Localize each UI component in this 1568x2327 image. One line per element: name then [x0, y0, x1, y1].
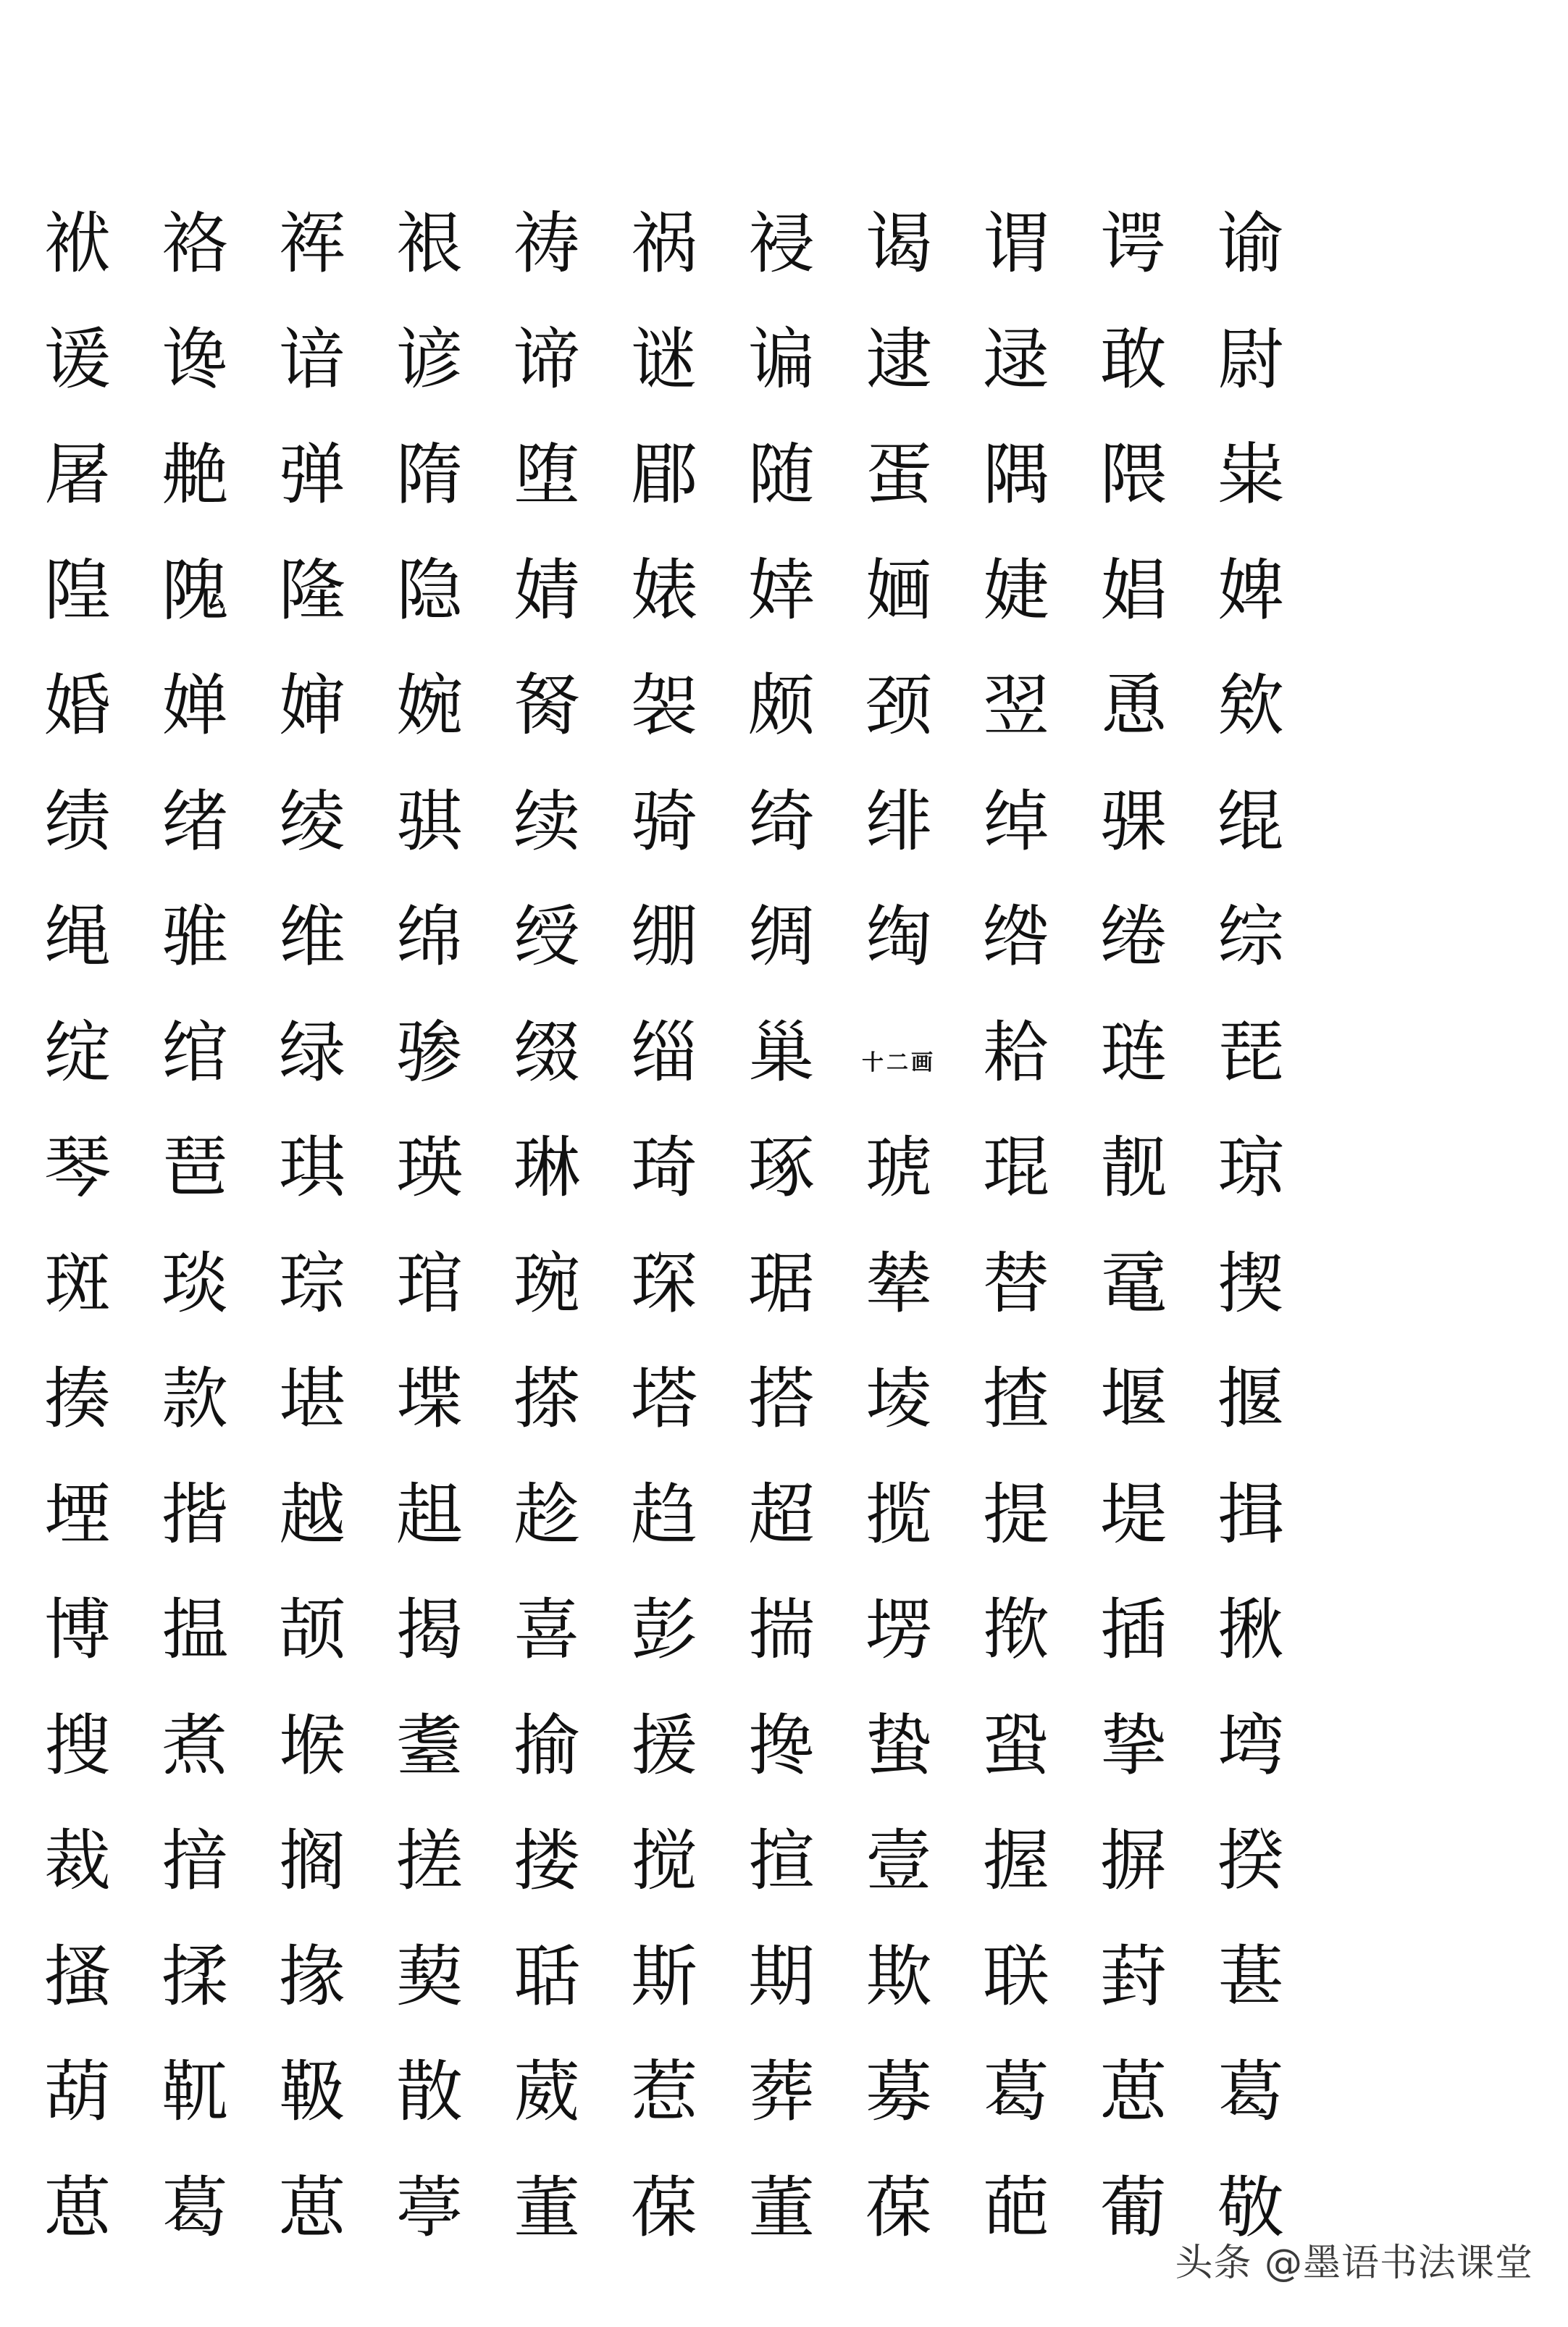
character-cell: 葳: [513, 2053, 580, 2131]
character-row: [0, 995, 1376, 1111]
character-cell: 葩: [982, 2169, 1049, 2247]
character-cell: 谖: [43, 321, 111, 398]
character-cell: 绪: [161, 783, 228, 860]
character-cell: 搁: [278, 1822, 345, 1900]
character-cell: 塔: [630, 1360, 697, 1438]
character-cell: 揳: [1217, 1245, 1284, 1322]
character-cell: 琼: [1217, 1129, 1284, 1207]
character-cell: 董: [747, 2169, 815, 2247]
character-cell: 彭: [630, 1591, 697, 1669]
character-cell: 隆: [278, 552, 345, 629]
character-cell: 敢: [1099, 321, 1167, 398]
character-row: [0, 533, 1376, 649]
character-row: [0, 1457, 1376, 1573]
character-cell: 弹: [278, 436, 345, 513]
character-cell: 琯: [395, 1245, 463, 1322]
character-cell: 搓: [395, 1822, 463, 1900]
character-cell: 堞: [395, 1360, 463, 1438]
character-row: [0, 186, 1376, 302]
character-cell: 裈: [278, 205, 345, 282]
character-cell: 谝: [747, 321, 815, 398]
character-cell: 散: [395, 2053, 463, 2131]
character-cell: 琬: [513, 1245, 580, 1322]
character-cell: 塄: [865, 1591, 932, 1669]
character-cell: 绿: [278, 1014, 345, 1091]
character-cell: 越: [278, 1476, 345, 1554]
character-cell: 欺: [865, 1938, 932, 2016]
character-cell: 琦: [630, 1129, 697, 1207]
character-row: [0, 648, 1376, 764]
character-cell: 谜: [630, 321, 697, 398]
character-row: [0, 1919, 1376, 2035]
character-cell: 搅: [630, 1822, 697, 1900]
character-cell: 续: [513, 783, 580, 860]
character-cell: 绰: [982, 783, 1049, 860]
character-cell: 葑: [1099, 1938, 1167, 2016]
character-cell: 超: [747, 1476, 815, 1554]
character-cell: 绾: [161, 1014, 228, 1091]
character-cell: 婵: [161, 667, 228, 745]
character-cell: 翌: [982, 667, 1049, 745]
character-cell: 逮: [865, 321, 932, 398]
character-row: [0, 1572, 1376, 1688]
character-cell: 斑: [43, 1245, 111, 1322]
character-cell: 塆: [1217, 1707, 1284, 1785]
character-cell: 蛰: [865, 1707, 932, 1785]
character-row: [0, 417, 1376, 533]
character-cell: 婕: [982, 552, 1049, 629]
character-cell: 颉: [278, 1591, 345, 1669]
character-cell: 葜: [395, 1938, 463, 2016]
character-cell: 款: [161, 1360, 228, 1438]
character-cell: 提: [982, 1476, 1049, 1554]
character-cell: 葆: [630, 2169, 697, 2247]
character-cell: 绻: [1099, 898, 1167, 976]
character-cell: 煮: [161, 1707, 228, 1785]
character-cell: 祲: [747, 205, 815, 282]
character-cell: 颈: [865, 667, 932, 745]
character-cell: 绳: [43, 898, 111, 976]
character-cell: 祷: [513, 205, 580, 282]
character-cell: 胬: [513, 667, 580, 745]
character-cell: 琨: [982, 1129, 1049, 1207]
character-cell: 骐: [395, 783, 463, 860]
character-cell: 搂: [513, 1822, 580, 1900]
character-cell: 琮: [278, 1245, 345, 1322]
character-cell: 聒: [513, 1938, 580, 2016]
character-cell: 骓: [161, 898, 228, 976]
character-cell: 搽: [513, 1360, 580, 1438]
character-cell: 葸: [43, 2169, 111, 2247]
character-cell: 摒: [1099, 1822, 1167, 1900]
character-cell: 堤: [1099, 1476, 1167, 1554]
character-cell: 谙: [278, 321, 345, 398]
character-cell: 援: [630, 1707, 697, 1785]
character-row: [0, 1110, 1376, 1226]
character-cell: 瑛: [395, 1129, 463, 1207]
character-cell: 搭: [747, 1360, 815, 1438]
character-cell: 绩: [43, 783, 111, 860]
character-cell: 堕: [513, 436, 580, 513]
character-cell: 揩: [161, 1476, 228, 1554]
character-cell: 堎: [865, 1360, 932, 1438]
character-cell: 揄: [513, 1707, 580, 1785]
character-cell: 绶: [513, 898, 580, 976]
character-cell: 谕: [1217, 205, 1284, 282]
character-cell: 婊: [630, 552, 697, 629]
character-cell: 葬: [747, 2053, 815, 2131]
character-cell: 缁: [630, 1014, 697, 1091]
character-cell: 搀: [747, 1707, 815, 1785]
character-cell: 尉: [1217, 321, 1284, 398]
character-cell: 揉: [161, 1938, 228, 2016]
character-cell: 绫: [278, 783, 345, 860]
character-cell: 琳: [513, 1129, 580, 1207]
character-cell: 隅: [982, 436, 1049, 513]
character-cell: 揪: [1217, 1591, 1284, 1669]
character-cell: 揠: [1217, 1360, 1284, 1438]
character-cell: 替: [982, 1245, 1049, 1322]
character-cell: 琛: [630, 1245, 697, 1322]
character-cell: 揸: [982, 1360, 1049, 1438]
character-cell: 绲: [1217, 783, 1284, 860]
character-cell: 缀: [513, 1014, 580, 1091]
character-cell: 琏: [1099, 1014, 1167, 1091]
character-cell: 揾: [161, 1591, 228, 1669]
character-cell: 琚: [747, 1245, 815, 1322]
character-cell: 谓: [982, 205, 1049, 282]
character-cell: 袱: [43, 205, 111, 282]
character-cell: 综: [1217, 898, 1284, 976]
character-cell: 巢: [747, 1014, 815, 1091]
character-cell: 喜: [513, 1591, 580, 1669]
character-cell: 揽: [865, 1476, 932, 1554]
character-cell: 斯: [630, 1938, 697, 2016]
character-cell: 骒: [1099, 783, 1167, 860]
character-cell: 逯: [982, 321, 1049, 398]
character-cell: 募: [865, 2053, 932, 2131]
character-cell: 绵: [395, 898, 463, 976]
character-cell: 骑: [630, 783, 697, 860]
character-cell: 绮: [747, 783, 815, 860]
character-cell: 婶: [278, 667, 345, 745]
character-cell: 琶: [161, 1129, 228, 1207]
character-cell: 堪: [278, 1360, 345, 1438]
character-cell: 揣: [747, 1591, 815, 1669]
character-cell: 郿: [630, 436, 697, 513]
character-cell: 婢: [1217, 552, 1284, 629]
character-cell: 揿: [982, 1591, 1049, 1669]
character-cell: 谗: [161, 321, 228, 398]
character-cell: 艴: [161, 436, 228, 513]
character-cell: 绺: [982, 898, 1049, 976]
character-cell: 靸: [278, 2053, 345, 2131]
character-cell: 揞: [161, 1822, 228, 1900]
character-cell: 揖: [1217, 1476, 1284, 1554]
character-cell: 葆: [865, 2169, 932, 2247]
character-row: [0, 2150, 1376, 2266]
character-cell: 琴: [43, 1129, 111, 1207]
character-row: [0, 1688, 1376, 1804]
character-cell: 葸: [1099, 2053, 1167, 2131]
character-cell: 挚: [1099, 1707, 1167, 1785]
character-cell: 董: [513, 2169, 580, 2247]
character-cell: 靓: [1099, 1129, 1167, 1207]
character-cell: 趁: [513, 1476, 580, 1554]
character-cell: 堠: [278, 1707, 345, 1785]
character-cell: 葛: [161, 2169, 228, 2247]
character-cell: 联: [982, 1938, 1049, 2016]
character-cell: 婞: [747, 552, 815, 629]
character-cell: 恿: [1099, 667, 1167, 745]
character-cell: 堙: [43, 1476, 111, 1554]
character-cell: 颇: [747, 667, 815, 745]
character-cell: 隗: [161, 552, 228, 629]
character-cell: 绽: [43, 1014, 111, 1091]
character-cell: 鼋: [1099, 1245, 1167, 1322]
character-cell: 谔: [1099, 205, 1167, 282]
character-cell: 袈: [630, 667, 697, 745]
character-cell: 绸: [747, 898, 815, 976]
character-cell: 绯: [865, 783, 932, 860]
character-cell: 趄: [395, 1476, 463, 1554]
character-cell: 搜: [43, 1707, 111, 1785]
character-cell: 插: [1099, 1591, 1167, 1669]
character-cell: 博: [43, 1591, 111, 1669]
character-cell: 婉: [395, 667, 463, 745]
character-cell: 葡: [1099, 2169, 1167, 2247]
character-cell: 趋: [630, 1476, 697, 1554]
character-cell: 裁: [43, 1822, 111, 1900]
character-cell: 耋: [395, 1707, 463, 1785]
character-cell: 婧: [513, 552, 580, 629]
character-cell: 袼: [161, 205, 228, 282]
character-cell: 隍: [43, 552, 111, 629]
character-cell: 琢: [747, 1129, 815, 1207]
character-cell: 琥: [865, 1129, 932, 1207]
character-cell: 粜: [1217, 436, 1284, 513]
character-cell: 葛: [1217, 2053, 1284, 2131]
character-row: [0, 302, 1376, 418]
character-cell: 揍: [43, 1360, 111, 1438]
character-cell: 谛: [513, 321, 580, 398]
character-cell: 辇: [865, 1245, 932, 1322]
character-cell: 耠: [982, 1014, 1049, 1091]
character-cell: 娼: [1099, 552, 1167, 629]
watermark-label: 头条 @墨语书法课堂: [1175, 2242, 1533, 2285]
character-cell: 婚: [43, 667, 111, 745]
character-cell: 期: [747, 1938, 815, 2016]
character-cell: 揭: [395, 1591, 463, 1669]
character-row: [0, 1226, 1376, 1342]
character-cell: 谚: [395, 321, 463, 398]
character-cell: 蛋: [865, 436, 932, 513]
character-cell: 靰: [161, 2053, 228, 2131]
character-cell: 维: [278, 898, 345, 976]
character-cell: 绹: [865, 898, 932, 976]
stroke-count-heading: 十二画: [862, 1050, 936, 1076]
character-row: [0, 1341, 1376, 1457]
character-cell: 祸: [630, 205, 697, 282]
character-cell: 谒: [865, 205, 932, 282]
character-cell: 琪: [278, 1129, 345, 1207]
character-cell: 壹: [865, 1822, 932, 1900]
character-cell: 婳: [865, 552, 932, 629]
character-cell: 葚: [1217, 1938, 1284, 2016]
character-cell: 搔: [43, 1938, 111, 2016]
character-cell: 隋: [395, 436, 463, 513]
character-cell: 琵: [1217, 1014, 1284, 1091]
character-cell: 葫: [43, 2053, 111, 2131]
character-cell: 揎: [747, 1822, 815, 1900]
character-cell: 握: [982, 1822, 1049, 1900]
character-cell: 隐: [395, 552, 463, 629]
character-cell: 揆: [1217, 1822, 1284, 1900]
character-cell: 绷: [630, 898, 697, 976]
character-cell: 屠: [43, 436, 111, 513]
character-cell: 葸: [278, 2169, 345, 2247]
character-cell: 随: [747, 436, 815, 513]
character-row: [0, 764, 1376, 880]
character-row: [0, 1803, 1376, 1919]
character-cell: 骖: [395, 1014, 463, 1091]
character-cell: 隈: [1099, 436, 1167, 513]
character-cell: 惹: [630, 2053, 697, 2131]
character-cell: 蛩: [982, 1707, 1049, 1785]
character-cell: 葶: [395, 2169, 463, 2247]
character-cell: 欸: [1217, 667, 1284, 745]
character-cell: 掾: [278, 1938, 345, 2016]
character-cell: 堰: [1099, 1360, 1167, 1438]
character-row: [0, 879, 1376, 995]
character-row: [0, 2034, 1376, 2150]
character-cell: 葛: [982, 2053, 1049, 2131]
character-cell: 琰: [161, 1245, 228, 1322]
character-cell: 敬: [1217, 2169, 1284, 2247]
character-cell: 裉: [395, 205, 463, 282]
